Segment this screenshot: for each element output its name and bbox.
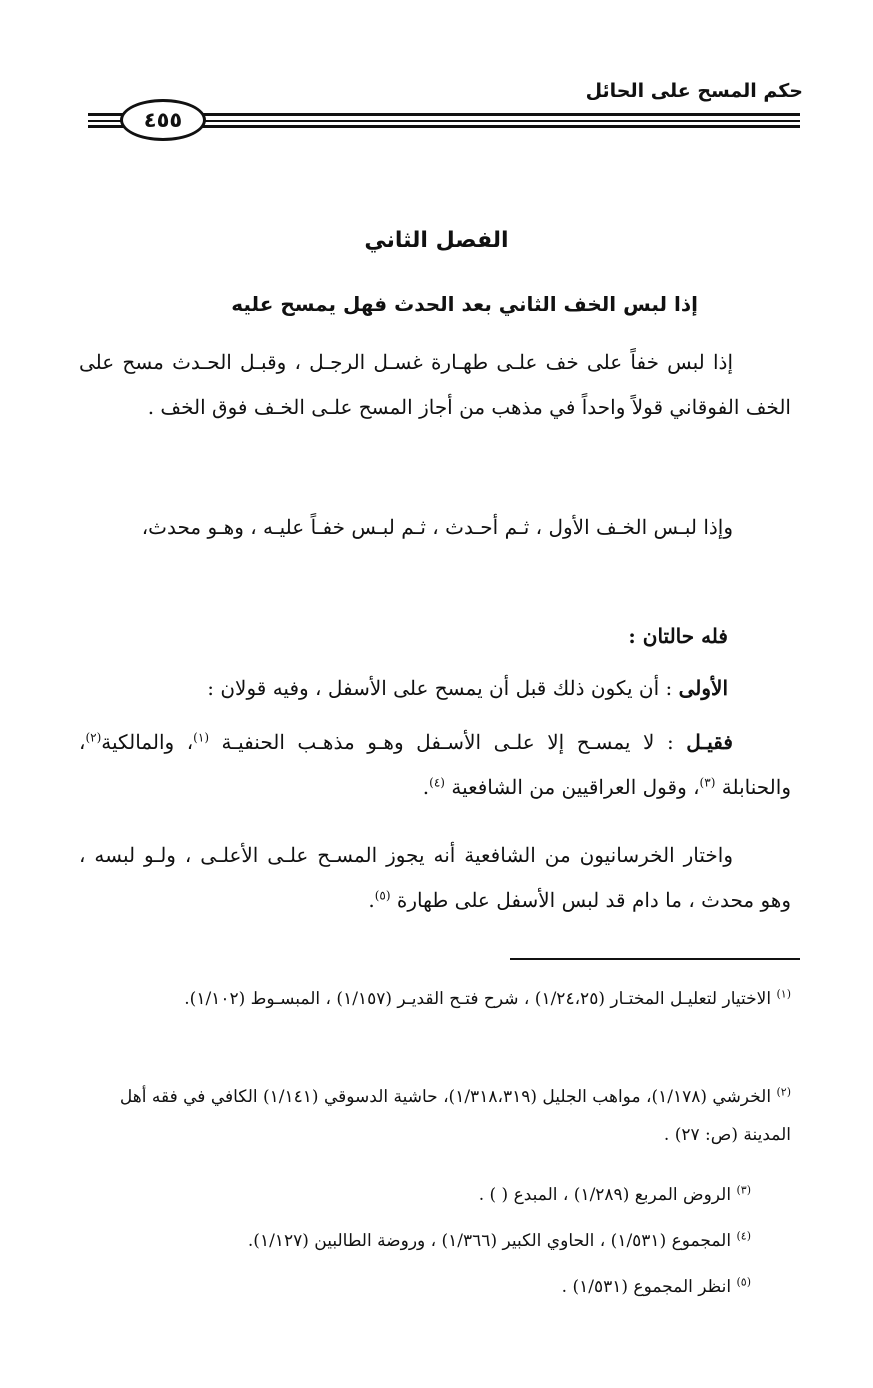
- footnote-5-text: انظر المجموع (١/٥٣١) .: [561, 1277, 737, 1297]
- section-title: إذا لبس الخف الثاني بعد الحدث فهل يمسح عليه: [231, 292, 698, 316]
- paragraph-5-text-c: ، والحنابلة: [79, 730, 791, 799]
- paragraph-6-text-b: .: [368, 888, 375, 912]
- footnote-3-text: الروض المربع (١/٢٨٩) ، المبدع ( ) .: [478, 1185, 737, 1205]
- paragraph-6: [79, 833, 791, 923]
- paragraph-2-text: وإذا لبـس الخـف الأول ، ثـم أحـدث ، ثـم لبـس خفـاً عليـه ، وهـو محدث،: [141, 515, 733, 539]
- footnote-divider: [510, 958, 800, 960]
- footnote-4-marker: (٤): [736, 1229, 751, 1243]
- page-number: [120, 99, 206, 141]
- footnote-2: [79, 1078, 791, 1154]
- footnote-ref-1[interactable]: (١): [193, 730, 209, 745]
- paragraph-1-text: إذا لبس خفاً على خف علـى طهـارة غسـل الرجـل ، وقبـل الحـدث مسح على الخف الفوقاني قولاً واحداً في مذهب من أجاز المسح علـى الخـف فوق الخف .: [79, 350, 791, 419]
- paragraph-1: [79, 340, 791, 430]
- footnote-5-marker: (٥): [736, 1275, 751, 1289]
- footnote-2-text: الخرشي (١/١٧٨)، مواهب الجليل (١/٣١٨،٣١٩)، حاشية الدسوقي (١/١٤١) الكافي في فقه أهل المدينة (ص: ٢٧) .: [119, 1087, 791, 1145]
- paragraph-3: [328, 614, 728, 659]
- paragraph-2: [79, 505, 791, 550]
- footnote-1-marker: (١): [776, 987, 791, 1001]
- footnote-ref-5[interactable]: (٥): [374, 888, 391, 903]
- footnote-1: [79, 980, 791, 1018]
- paragraph-5-text-a: : لا يمسـح إلا علـى الأسـفل وهـو مذهـب الحنفيـة: [209, 730, 687, 754]
- paragraph-5: [79, 720, 791, 810]
- paragraph-4-text: : أن يكون ذلك قبل أن يمسح على الأسفل ، وفيه قولان :: [207, 676, 679, 700]
- paragraph-4: [78, 666, 728, 711]
- page-number-text: ٤٥٥: [143, 108, 183, 132]
- paragraph-6-text-a: واختار الخرسانيون من الشافعية أنه يجوز المسـح علـى الأعلـى ، ولـو لبسه ، وهو محدث ، ما دام قد لبس الأسفل على طهارة: [79, 843, 791, 912]
- footnote-1-text: الاختيار لتعليـل المختـار (١/٢٤،٢٥) ، شرح فتـح القديـر (١/١٥٧) ، المبسـوط (١/١٠٢).: [184, 989, 777, 1009]
- paragraph-5-text-d: ، وقول العراقيين من الشافعية: [444, 775, 700, 799]
- footnote-ref-2[interactable]: (٢): [85, 730, 102, 745]
- paragraph-4-lead: الأولى: [678, 676, 728, 700]
- chapter-title: الفصل الثاني: [364, 228, 509, 253]
- footnote-5: [39, 1268, 751, 1306]
- footnote-2-marker: (٢): [776, 1085, 791, 1099]
- footnote-4-text: المجموع (١/٥٣١) ، الحاوي الكبير (١/٣٦٦) ، وروضة الطالبين (١/١٢٧).: [247, 1231, 737, 1251]
- running-header-title: حكم المسح على الحائل: [585, 80, 803, 102]
- paragraph-3-text: فله حالتان :: [628, 624, 728, 648]
- footnote-4: [39, 1222, 751, 1260]
- footnote-ref-3[interactable]: (٣): [699, 775, 716, 790]
- paragraph-5-text-e: .: [422, 775, 430, 799]
- paragraph-5-lead: فقيـل: [686, 730, 733, 754]
- footnote-3-marker: (٣): [736, 1183, 751, 1197]
- paragraph-5-text-b: ، والمالكية: [101, 730, 194, 754]
- footnote-3: [39, 1176, 751, 1214]
- footnote-ref-4[interactable]: (٤): [429, 775, 445, 790]
